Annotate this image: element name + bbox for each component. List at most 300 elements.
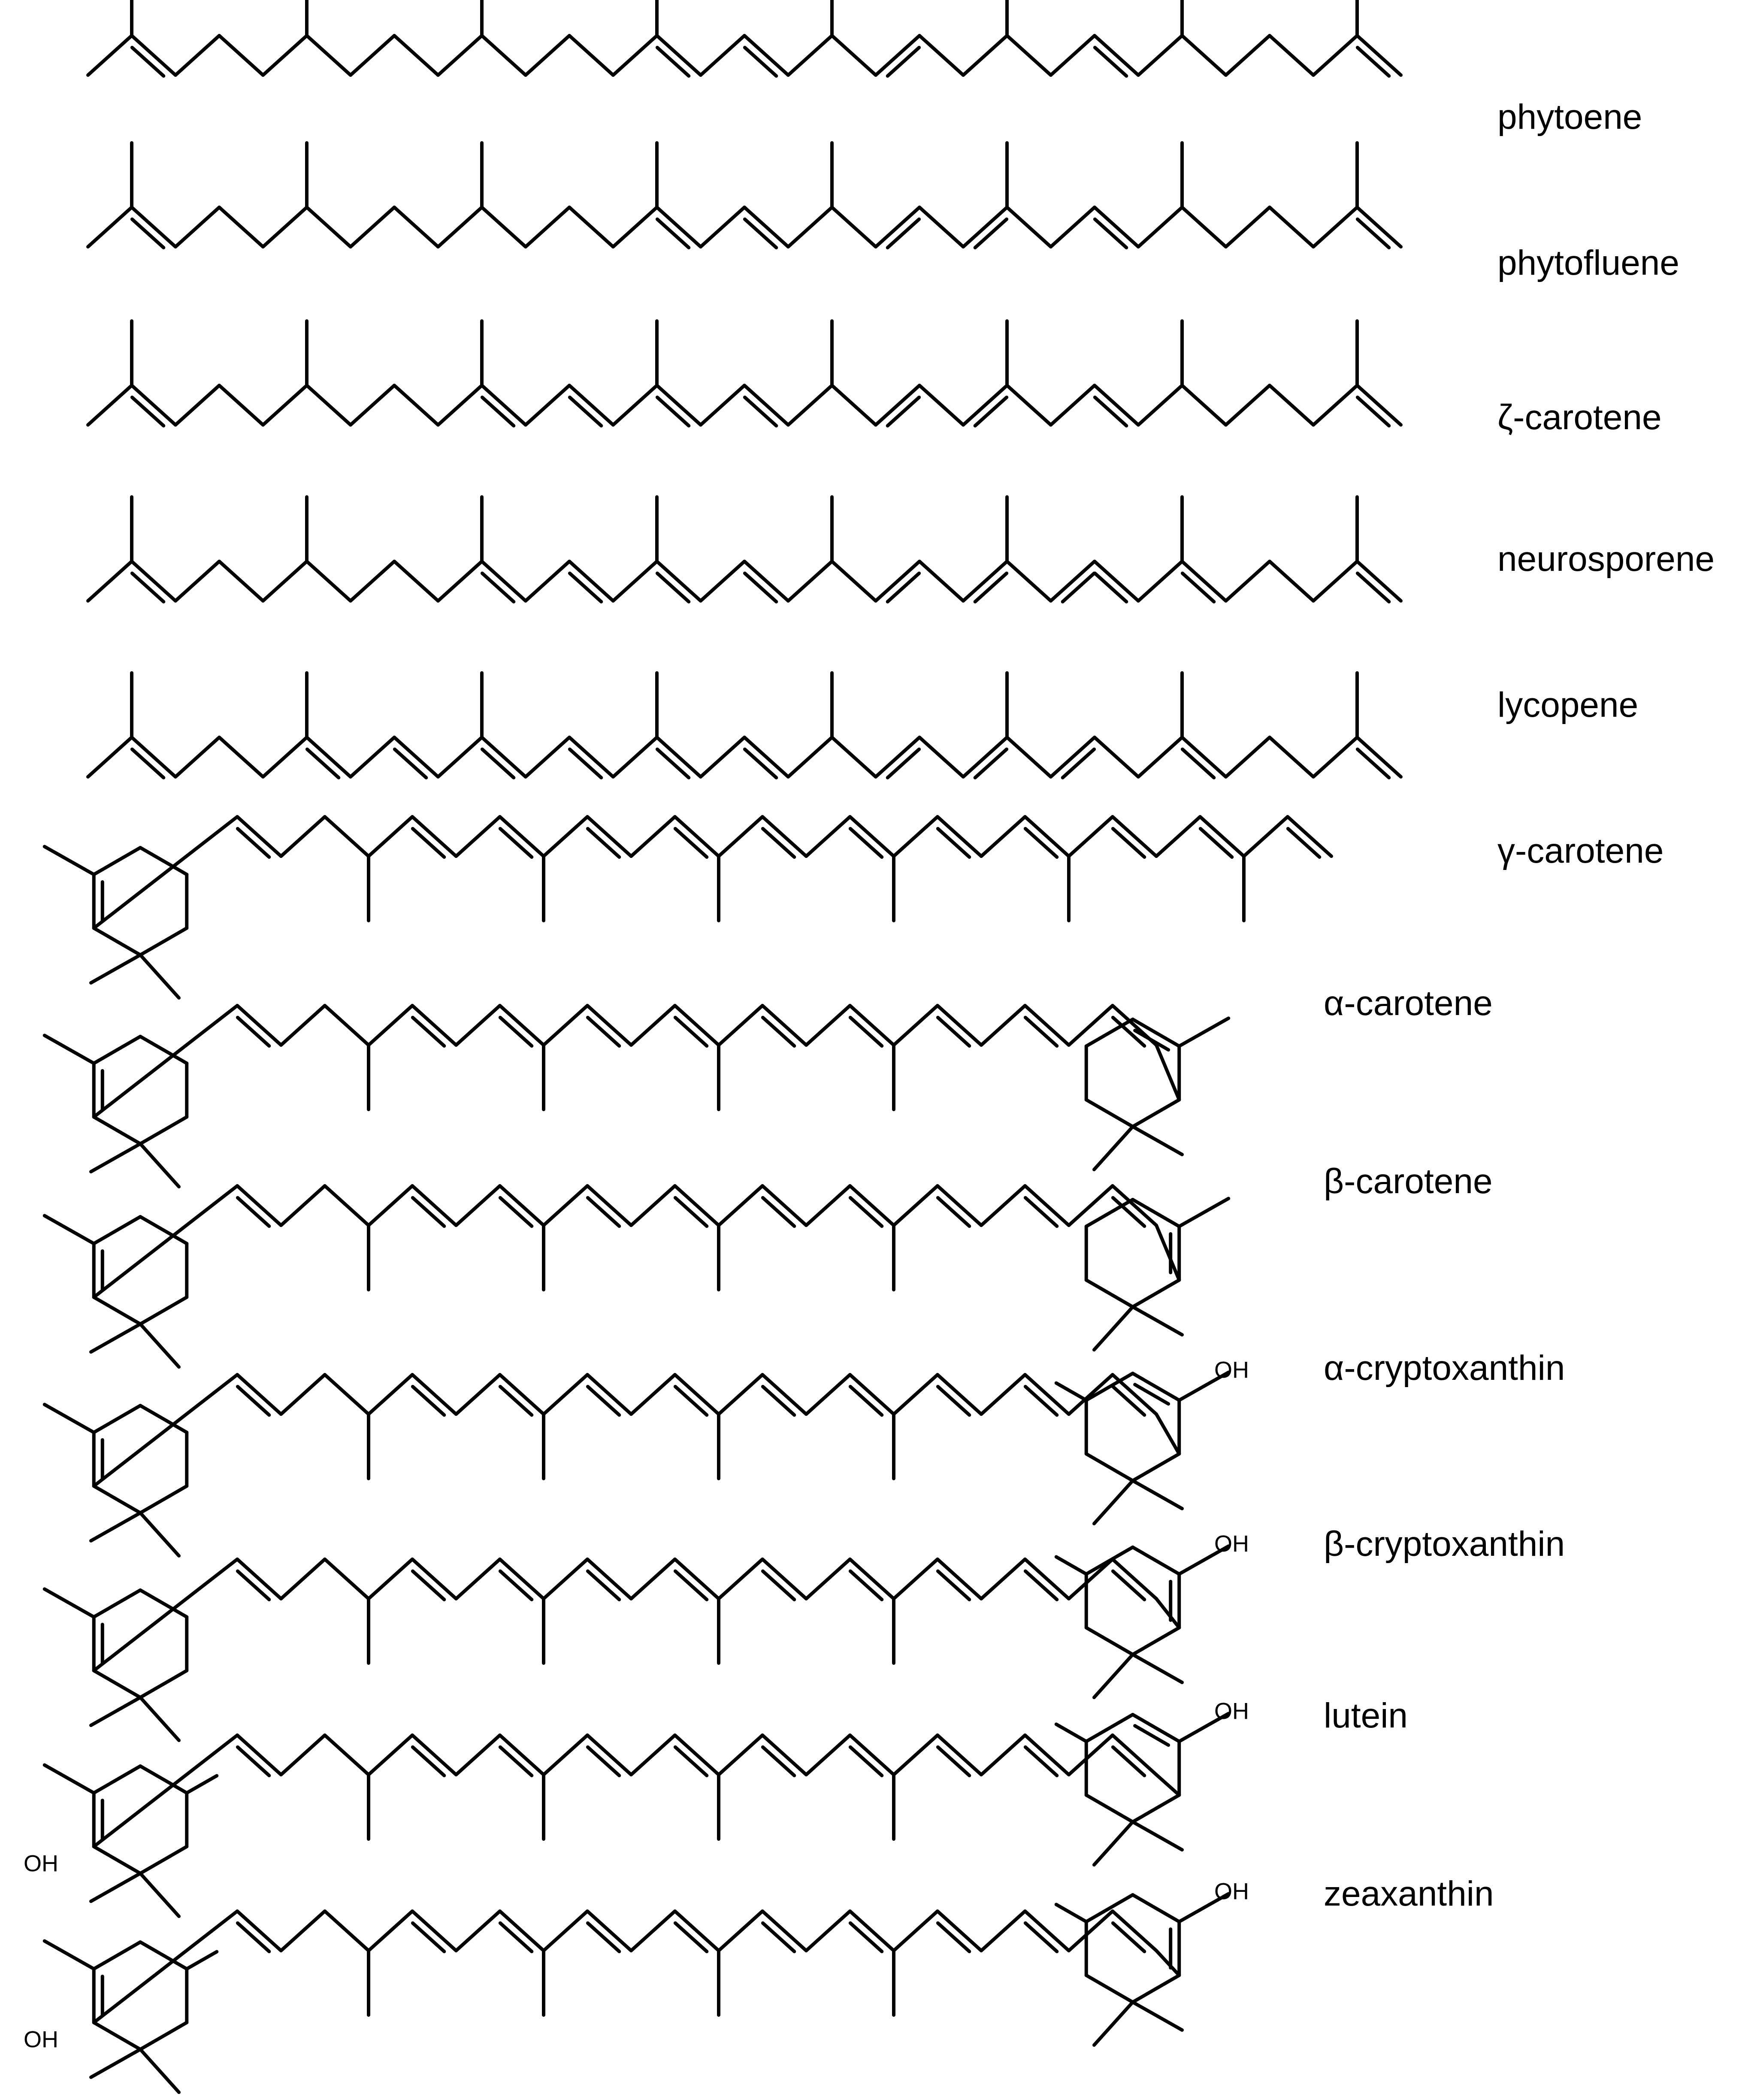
single-bond (281, 817, 325, 856)
hydroxyl-label: OH (1214, 1531, 1249, 1557)
ring-bond (140, 1117, 187, 1144)
single-bond (544, 1006, 587, 1045)
gem-methyl (91, 2049, 140, 2077)
single-bond (544, 1186, 587, 1225)
single-bond (1138, 385, 1182, 425)
single-bond (569, 36, 613, 75)
single-bond (919, 385, 963, 425)
single-bond (263, 737, 307, 777)
ring-bond (94, 1117, 140, 1144)
single-bond (438, 36, 482, 75)
single-bond (394, 207, 438, 247)
ring-methyl (45, 847, 94, 875)
hydroxyl-bond (187, 1776, 217, 1793)
single-bond (526, 385, 569, 425)
ring-bond (140, 2023, 187, 2050)
single-bond (701, 737, 744, 777)
single-bond (1270, 207, 1313, 247)
single-bond (719, 817, 762, 856)
single-bond (281, 1911, 325, 1951)
single-bond (919, 207, 963, 247)
single-bond (1007, 737, 1051, 777)
single-bond (1226, 207, 1270, 247)
ring-bond (1086, 1100, 1133, 1127)
single-bond (94, 1006, 237, 1117)
single-bond (1313, 36, 1357, 75)
gem-methyl (1094, 2002, 1133, 2045)
single-bond (894, 1735, 938, 1775)
single-bond (919, 561, 963, 601)
single-bond (281, 1006, 325, 1045)
single-bond (719, 1006, 762, 1045)
single-bond (1007, 385, 1051, 425)
molecule-name: phytofluene (1497, 243, 1680, 282)
single-bond (1156, 1045, 1179, 1100)
single-bond (701, 36, 744, 75)
single-bond (88, 385, 132, 425)
ring-bond (94, 1486, 140, 1513)
single-bond (175, 207, 219, 247)
single-bond (325, 1911, 369, 1951)
single-bond (456, 1375, 500, 1414)
single-bond (981, 1911, 1025, 1951)
molecule-5 (88, 673, 1401, 778)
single-bond (456, 1559, 500, 1599)
single-bond (307, 207, 351, 247)
ring-bond (1086, 1280, 1133, 1307)
ring-bond (140, 1486, 187, 1513)
molecule-name: α-cryptoxanthin (1324, 1348, 1565, 1388)
ring-bond (94, 2023, 140, 2050)
single-bond (456, 1735, 500, 1775)
single-bond (1138, 36, 1182, 75)
single-bond (1226, 561, 1270, 601)
ring-methyl (45, 1216, 94, 1244)
single-bond (94, 817, 237, 928)
single-bond (544, 1559, 587, 1599)
single-bond (701, 385, 744, 425)
hydroxyl-bond (1056, 1724, 1086, 1742)
single-bond (1069, 1559, 1113, 1599)
hydroxyl-label: OH (1214, 1879, 1249, 1904)
ring-bond (1133, 1547, 1179, 1574)
single-bond (631, 1911, 675, 1951)
single-bond (1313, 385, 1357, 425)
ring-bond (1086, 1628, 1133, 1655)
single-bond (613, 561, 657, 601)
single-bond (1244, 817, 1288, 856)
single-bond (263, 385, 307, 425)
single-bond (981, 1006, 1025, 1045)
single-bond (438, 385, 482, 425)
single-bond (719, 1186, 762, 1225)
ring-methyl (45, 1405, 94, 1433)
molecule-name: zeaxanthin (1324, 1874, 1494, 1913)
hydroxyl-bond (1056, 1557, 1086, 1574)
single-bond (94, 1559, 237, 1671)
single-bond (526, 36, 569, 75)
single-bond (263, 207, 307, 247)
single-bond (438, 561, 482, 601)
ring-bond (94, 1590, 140, 1617)
ring-methyl (1179, 1199, 1228, 1227)
gem-methyl (1094, 1481, 1133, 1524)
molecule-name: ζ-carotene (1497, 398, 1662, 437)
single-bond (526, 561, 569, 601)
single-bond (832, 36, 876, 75)
single-bond (719, 1375, 762, 1414)
single-bond (369, 1186, 412, 1225)
gem-methyl (1094, 1655, 1133, 1697)
single-bond (981, 1559, 1025, 1599)
single-bond (631, 1006, 675, 1045)
single-bond (394, 385, 438, 425)
single-bond (613, 207, 657, 247)
single-bond (1007, 207, 1051, 247)
single-bond (325, 1559, 369, 1599)
single-bond (631, 1375, 675, 1414)
hydroxyl-bond (1056, 1383, 1086, 1400)
single-bond (351, 385, 394, 425)
single-bond (544, 1735, 587, 1775)
single-bond (806, 1006, 850, 1045)
single-bond (806, 1186, 850, 1225)
single-bond (1226, 385, 1270, 425)
single-bond (369, 1375, 412, 1414)
single-bond (832, 737, 876, 777)
single-bond (894, 1006, 938, 1045)
single-bond (456, 1186, 500, 1225)
single-bond (806, 1559, 850, 1599)
molecule-6 (45, 817, 1331, 998)
single-bond (88, 207, 132, 247)
single-bond (1313, 207, 1357, 247)
ring-bond (94, 1406, 140, 1433)
single-bond (394, 36, 438, 75)
gem-methyl (91, 955, 140, 983)
single-bond (613, 36, 657, 75)
single-bond (894, 1186, 938, 1225)
single-bond (701, 561, 744, 601)
ring-bond (94, 848, 140, 875)
gem-methyl (140, 1873, 179, 1916)
gem-methyl (140, 1144, 179, 1187)
single-bond (369, 1006, 412, 1045)
ring-methyl (45, 1036, 94, 1064)
single-bond (719, 1911, 762, 1951)
gem-methyl (1133, 1127, 1182, 1155)
ring-bond (94, 1036, 140, 1064)
single-bond (325, 1186, 369, 1225)
single-bond (175, 561, 219, 601)
single-bond (325, 817, 369, 856)
single-bond (894, 817, 938, 856)
single-bond (788, 737, 832, 777)
ring-bond (140, 1671, 187, 1698)
single-bond (1270, 385, 1313, 425)
single-bond (325, 1735, 369, 1775)
hydroxyl-bond (187, 1952, 217, 1969)
single-bond (1007, 561, 1051, 601)
single-bond (631, 817, 675, 856)
single-bond (175, 36, 219, 75)
gem-methyl (1133, 1822, 1182, 1850)
single-bond (1138, 207, 1182, 247)
single-bond (981, 1186, 1025, 1225)
molecule-2 (88, 143, 1401, 248)
ring-methyl (45, 1941, 94, 1969)
single-bond (369, 1735, 412, 1775)
single-bond (456, 1911, 500, 1951)
single-bond (219, 207, 263, 247)
single-bond (544, 1375, 587, 1414)
ring-bond (1133, 1100, 1179, 1127)
single-bond (219, 561, 263, 601)
gem-methyl (91, 1697, 140, 1725)
single-bond (963, 36, 1007, 75)
ring-bond (140, 928, 187, 955)
single-bond (1182, 385, 1226, 425)
single-bond (544, 1911, 587, 1951)
single-bond (1007, 36, 1051, 75)
single-bond (281, 1559, 325, 1599)
single-bond (919, 737, 963, 777)
single-bond (1156, 1775, 1179, 1795)
ring-methyl (1179, 1018, 1228, 1046)
gem-methyl (1133, 2002, 1182, 2030)
single-bond (631, 1735, 675, 1775)
single-bond (1156, 1599, 1179, 1628)
ring-bond (94, 1942, 140, 1969)
hydroxyl-label: OH (24, 2027, 58, 2052)
molecule-name: lutein (1324, 1696, 1408, 1735)
molecule-name: β-cryptoxanthin (1324, 1524, 1565, 1564)
single-bond (1069, 1006, 1113, 1045)
single-bond (719, 1735, 762, 1775)
molecule-1 (88, 0, 1401, 76)
gem-methyl (1133, 1655, 1182, 1682)
single-bond (1226, 36, 1270, 75)
ring-methyl (45, 1589, 94, 1617)
molecule-3 (88, 321, 1401, 426)
gem-methyl (91, 1513, 140, 1541)
single-bond (788, 207, 832, 247)
molecule-name: α-carotene (1324, 984, 1493, 1023)
single-bond (981, 1375, 1025, 1414)
single-bond (544, 817, 587, 856)
single-bond (438, 737, 482, 777)
single-bond (788, 385, 832, 425)
gem-methyl (1094, 1127, 1133, 1170)
single-bond (806, 1375, 850, 1414)
single-bond (438, 207, 482, 247)
single-bond (1182, 36, 1226, 75)
single-bond (788, 561, 832, 601)
single-bond (1156, 817, 1200, 856)
single-bond (526, 207, 569, 247)
ring-methyl (45, 1765, 94, 1793)
single-bond (281, 1375, 325, 1414)
single-bond (1270, 561, 1313, 601)
single-bond (1226, 737, 1270, 777)
single-bond (1270, 737, 1313, 777)
gem-methyl (91, 1324, 140, 1352)
molecule-12 (45, 1894, 1229, 2093)
single-bond (394, 561, 438, 601)
single-bond (1051, 385, 1095, 425)
gem-methyl (1133, 1481, 1182, 1509)
gem-methyl (140, 1697, 179, 1740)
single-bond (894, 1375, 938, 1414)
gem-methyl (140, 2049, 179, 2092)
molecule-name: neurosporene (1497, 539, 1715, 579)
single-bond (351, 36, 394, 75)
single-bond (1182, 207, 1226, 247)
molecule-name: β-carotene (1324, 1162, 1493, 1201)
single-bond (325, 1375, 369, 1414)
molecule-name: phytoene (1497, 97, 1642, 136)
molecule-7 (45, 1006, 1229, 1187)
ring-bond (140, 1847, 187, 1874)
single-bond (307, 385, 351, 425)
molecule-name: γ-carotene (1497, 831, 1664, 870)
hydroxyl-label: OH (24, 1851, 58, 1876)
single-bond (1156, 1951, 1179, 1976)
single-bond (263, 561, 307, 601)
single-bond (894, 1559, 938, 1599)
single-bond (701, 207, 744, 247)
single-bond (456, 817, 500, 856)
single-bond (981, 817, 1025, 856)
molecule-11 (45, 1714, 1229, 1917)
single-bond (325, 1006, 369, 1045)
ring-bond (1133, 1795, 1179, 1822)
single-bond (281, 1186, 325, 1225)
double-bond-inner (1135, 1726, 1168, 1745)
ring-bond (94, 928, 140, 955)
ring-bond (1086, 1795, 1133, 1822)
single-bond (1069, 817, 1113, 856)
single-bond (369, 1911, 412, 1951)
single-bond (526, 737, 569, 777)
single-bond (832, 207, 876, 247)
single-bond (788, 36, 832, 75)
single-bond (263, 36, 307, 75)
single-bond (1156, 1225, 1179, 1280)
single-bond (919, 36, 963, 75)
single-bond (1313, 561, 1357, 601)
ring-bond (94, 1297, 140, 1324)
ring-bond (1086, 1454, 1133, 1481)
single-bond (613, 385, 657, 425)
single-bond (88, 737, 132, 777)
gem-methyl (1094, 1822, 1133, 1865)
single-bond (1270, 36, 1313, 75)
molecule-name: lycopene (1497, 685, 1639, 724)
single-bond (351, 561, 394, 601)
single-bond (613, 737, 657, 777)
single-bond (219, 385, 263, 425)
ring-bond (94, 1671, 140, 1698)
ring-bond (94, 1217, 140, 1244)
single-bond (281, 1735, 325, 1775)
single-bond (175, 385, 219, 425)
ring-bond (1133, 1895, 1179, 1922)
ring-bond (1086, 1895, 1133, 1922)
single-bond (482, 207, 526, 247)
single-bond (94, 1186, 237, 1297)
molecule-4 (88, 497, 1401, 602)
gem-methyl (140, 955, 179, 998)
single-bond (1138, 737, 1182, 777)
single-bond (806, 1735, 850, 1775)
ring-bond (94, 1847, 140, 1874)
single-bond (482, 36, 526, 75)
ring-bond (140, 1297, 187, 1324)
single-bond (1095, 737, 1138, 777)
single-bond (894, 1911, 938, 1951)
single-bond (219, 737, 263, 777)
single-bond (631, 1559, 675, 1599)
hydroxyl-bond (1056, 1905, 1086, 1922)
molecule-9 (45, 1373, 1229, 1556)
single-bond (94, 1735, 237, 1847)
single-bond (981, 1735, 1025, 1775)
single-bond (1051, 36, 1095, 75)
ring-bond (94, 1766, 140, 1793)
single-bond (1069, 1735, 1113, 1775)
molecule-8 (45, 1186, 1229, 1367)
single-bond (94, 1375, 237, 1486)
single-bond (806, 817, 850, 856)
ring-bond (1133, 1280, 1179, 1307)
single-bond (806, 1911, 850, 1951)
gem-methyl (91, 1144, 140, 1172)
single-bond (1138, 561, 1182, 601)
single-bond (94, 1911, 237, 2023)
single-bond (1069, 1186, 1113, 1225)
gem-methyl (140, 1324, 179, 1367)
gem-methyl (1094, 1307, 1133, 1350)
single-bond (369, 1559, 412, 1599)
ring-bond (1133, 1628, 1179, 1655)
single-bond (351, 737, 394, 777)
ring-bond (1086, 1976, 1133, 2003)
single-bond (307, 561, 351, 601)
gem-methyl (1133, 1307, 1182, 1335)
single-bond (219, 36, 263, 75)
ring-bond (1133, 1976, 1179, 2003)
ring-bond (1133, 1454, 1179, 1481)
single-bond (307, 36, 351, 75)
single-bond (369, 817, 412, 856)
single-bond (456, 1006, 500, 1045)
single-bond (832, 561, 876, 601)
single-bond (88, 36, 132, 75)
hydroxyl-label: OH (1214, 1698, 1249, 1724)
single-bond (569, 207, 613, 247)
single-bond (832, 385, 876, 425)
single-bond (1313, 737, 1357, 777)
single-bond (175, 737, 219, 777)
hydroxyl-label: OH (1214, 1357, 1249, 1383)
single-bond (631, 1186, 675, 1225)
single-bond (351, 207, 394, 247)
single-bond (719, 1559, 762, 1599)
gem-methyl (140, 1513, 179, 1556)
single-bond (1051, 207, 1095, 247)
gem-methyl (91, 1873, 140, 1901)
